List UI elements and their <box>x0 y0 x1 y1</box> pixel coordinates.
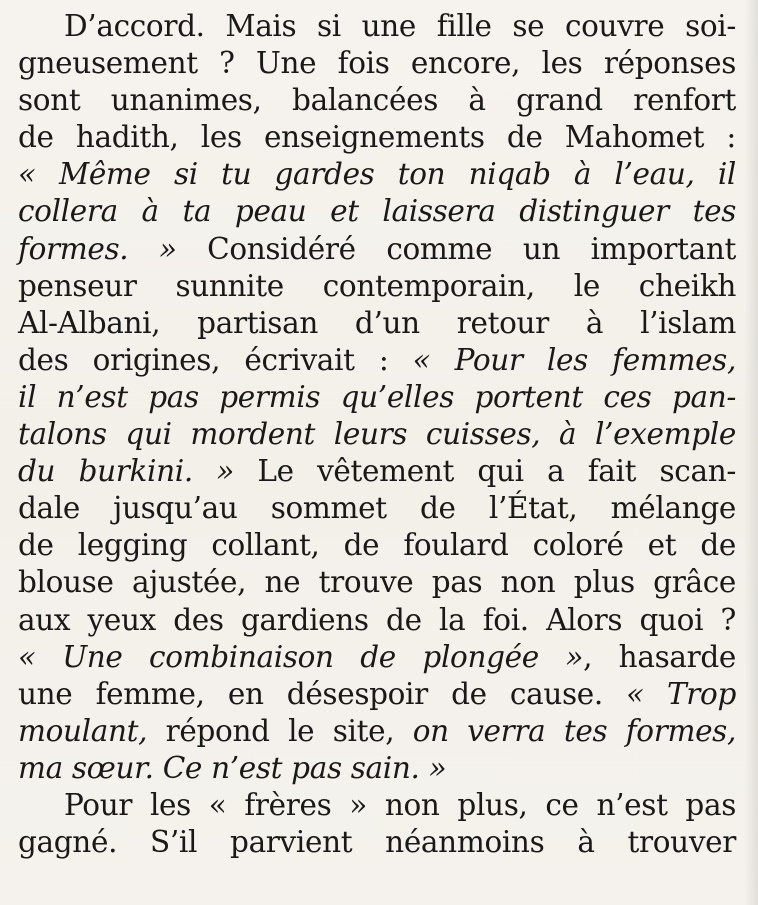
article-line-4 <box>18 119 736 156</box>
quote-segment: du burkini. » <box>18 454 234 489</box>
text-segment: répond le site, <box>147 713 413 748</box>
article-line-6 <box>18 193 736 230</box>
article-line-22 <box>18 787 736 824</box>
text-segment: Al-Albani, partisan d’un retour à l’islam <box>18 305 736 340</box>
text-segment: Considéré comme un important <box>176 231 736 266</box>
article-line-19 <box>18 676 736 713</box>
quote-segment: il n’est pas permis qu’elles portent ces pan- <box>18 379 736 414</box>
text-segment: une femme, en désespoir de cause. <box>18 676 627 711</box>
quote-segment: « Trop <box>626 676 737 711</box>
article-line-14 <box>18 490 736 527</box>
article-line-20 <box>18 713 736 750</box>
article-line-11 <box>18 379 736 416</box>
quote-segment: « Une combinaison de plongée » <box>18 639 584 674</box>
article-line-21 <box>18 750 736 787</box>
text-segment: de legging collant, de foulard coloré et de <box>18 528 736 563</box>
article-line-15 <box>18 527 736 564</box>
article-line-2 <box>18 45 736 82</box>
text-segment: blouse ajustée, ne trouve pas non plus grâce <box>18 565 736 600</box>
article-line-18 <box>18 639 736 676</box>
text-segment: , hasarde <box>583 639 736 674</box>
text-segment: gagné. S’il parvient néanmoins à trouver <box>18 825 736 860</box>
text-segment: Pour les « frères » non plus, ce n’est pas <box>64 787 736 822</box>
quote-segment: on verra tes formes, <box>412 713 736 748</box>
text-segment: de hadith, les enseignements de Mahomet : <box>18 120 736 155</box>
article-line-10 <box>18 342 736 379</box>
quote-segment: formes. » <box>18 231 177 266</box>
article-line-13 <box>18 453 736 490</box>
article-line-1 <box>18 8 736 45</box>
page-edge-shadow <box>744 0 758 905</box>
quote-segment: talons qui mordent leurs cuisses, à l’exemple <box>18 417 736 452</box>
text-segment: gneusement ? Une fois encore, les réponses <box>18 46 736 81</box>
article-line-7 <box>18 231 736 268</box>
text-segment: D’accord. Mais si une fille se couvre soi- <box>64 9 736 43</box>
quote-segment: ma sœur. Ce n’est pas sain. » <box>18 750 447 785</box>
text-segment: dale jusqu’au sommet de l’État, mélange <box>18 491 736 526</box>
quote-segment: « Pour les femmes, <box>412 342 736 377</box>
text-segment: des origines, écrivait : <box>18 342 413 377</box>
text-segment: Le vêtement qui a fait scan- <box>233 454 736 489</box>
article-line-16 <box>18 564 736 601</box>
text-segment: aux yeux des gardiens de la foi. Alors quoi ? <box>18 602 736 637</box>
article-line-3 <box>18 82 736 119</box>
article-column <box>18 8 736 861</box>
article-line-5 <box>18 156 736 193</box>
text-segment: sont unanimes, balancées à grand renfort <box>18 83 736 118</box>
quote-segment: collera à ta peau et laissera distinguer tes <box>18 194 736 229</box>
quote-segment: moulant, <box>18 713 148 748</box>
text-segment: penseur sunnite contemporain, le cheikh <box>18 268 736 303</box>
article-line-9 <box>18 305 736 342</box>
quote-segment: « Même si tu gardes ton niqab à l’eau, il <box>18 157 736 192</box>
article-line-8 <box>18 268 736 305</box>
article-line-12 <box>18 416 736 453</box>
article-line-23 <box>18 824 736 861</box>
article-line-17 <box>18 602 736 639</box>
